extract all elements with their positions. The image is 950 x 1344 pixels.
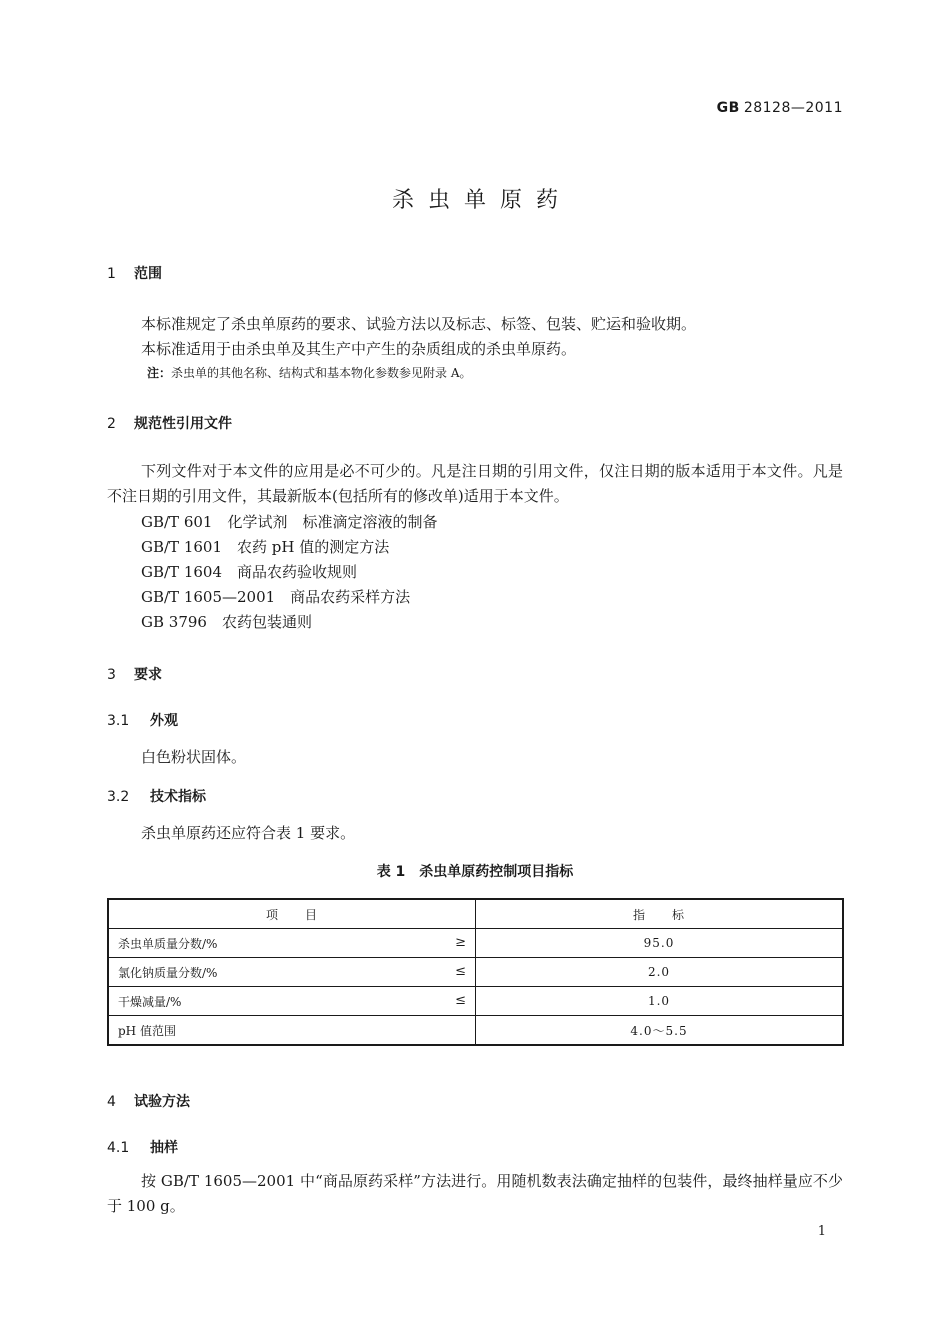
section-3-2-heading: 3.2 技术指标 <box>107 789 206 805</box>
reference-item: GB/T 1604 商品农药验收规则 <box>141 563 358 581</box>
section-1-heading: 1 范围 <box>107 266 162 282</box>
section-2-intro: 下列文件对于本文件的应用是必不可少的。凡是注日期的引用文件，仅注日期的版本适用于本文件。凡是不注日期的引用文件，其最新版本(包括所有的修改单)适用于本文件。 <box>107 462 843 505</box>
section-1-paragraph-1: 本标准规定了杀虫单原药的要求、试验方法以及标志、标签、包装、贮运和验收期。 <box>141 315 697 333</box>
reference-item: GB/T 1605—2001 商品农药采样方法 <box>141 588 411 606</box>
limit-symbol: ≥ <box>455 934 466 950</box>
item-cell: 干燥减量/% ≤ <box>108 987 476 1016</box>
limit-symbol: ≤ <box>455 963 466 979</box>
section-3-heading: 3 要求 <box>107 667 162 683</box>
value-cell: 1.0 <box>476 987 844 1016</box>
section-2-heading: 2 规范性引用文件 <box>107 416 232 432</box>
page-title: 杀虫单原药 <box>391 188 572 213</box>
section-1-note: 注：杀虫单的其他名称、结构式和基本物化参数参见附录 A。 <box>147 366 472 380</box>
section-3-1-text: 白色粉状固体。 <box>141 748 247 766</box>
standard-number: GB 28128—2011 <box>716 100 843 116</box>
reference-item: GB 3796 农药包装通则 <box>141 613 312 631</box>
item-cell: 杀虫单质量分数/% ≥ <box>108 929 476 958</box>
limit-symbol: ≤ <box>455 992 466 1008</box>
table-row <box>108 929 843 958</box>
table-row <box>108 1016 843 1046</box>
spec-table <box>107 898 844 1046</box>
page-number: 1 <box>817 1224 826 1239</box>
table-row <box>108 987 843 1016</box>
table-caption: 表 1 杀虫单原药控制项目指标 <box>376 864 574 880</box>
reference-item: GB/T 1601 农药 pH 值的测定方法 <box>141 538 390 556</box>
item-cell: pH 值范围 <box>108 1016 476 1046</box>
section-4-1-heading: 4.1 抽样 <box>107 1140 178 1156</box>
section-4-heading: 4 试验方法 <box>107 1094 190 1110</box>
value-cell: 95.0 <box>476 929 844 958</box>
item-cell: 氯化钠质量分数/% ≤ <box>108 958 476 987</box>
reference-item: GB/T 601 化学试剂 标准滴定溶液的制备 <box>141 513 438 531</box>
value-cell: 4.0～5.5 <box>476 1016 844 1046</box>
section-1-paragraph-2: 本标准适用于由杀虫单及其生产中产生的杂质组成的杀虫单原药。 <box>141 340 577 358</box>
section-3-2-text: 杀虫单原药还应符合表 1 要求。 <box>141 824 356 842</box>
section-3-1-heading: 3.1 外观 <box>107 713 178 729</box>
value-cell: 2.0 <box>476 958 844 987</box>
table-header-row <box>108 899 843 929</box>
column-header-value: 指 标 <box>476 899 844 929</box>
table-row <box>108 958 843 987</box>
section-4-1-text: 按 GB/T 1605—2001 中“商品原药采样”方法进行。用随机数表法确定抽样的包装件，最终抽样量应不少于 100 g。 <box>107 1172 843 1215</box>
column-header-item: 项 目 <box>108 899 476 929</box>
